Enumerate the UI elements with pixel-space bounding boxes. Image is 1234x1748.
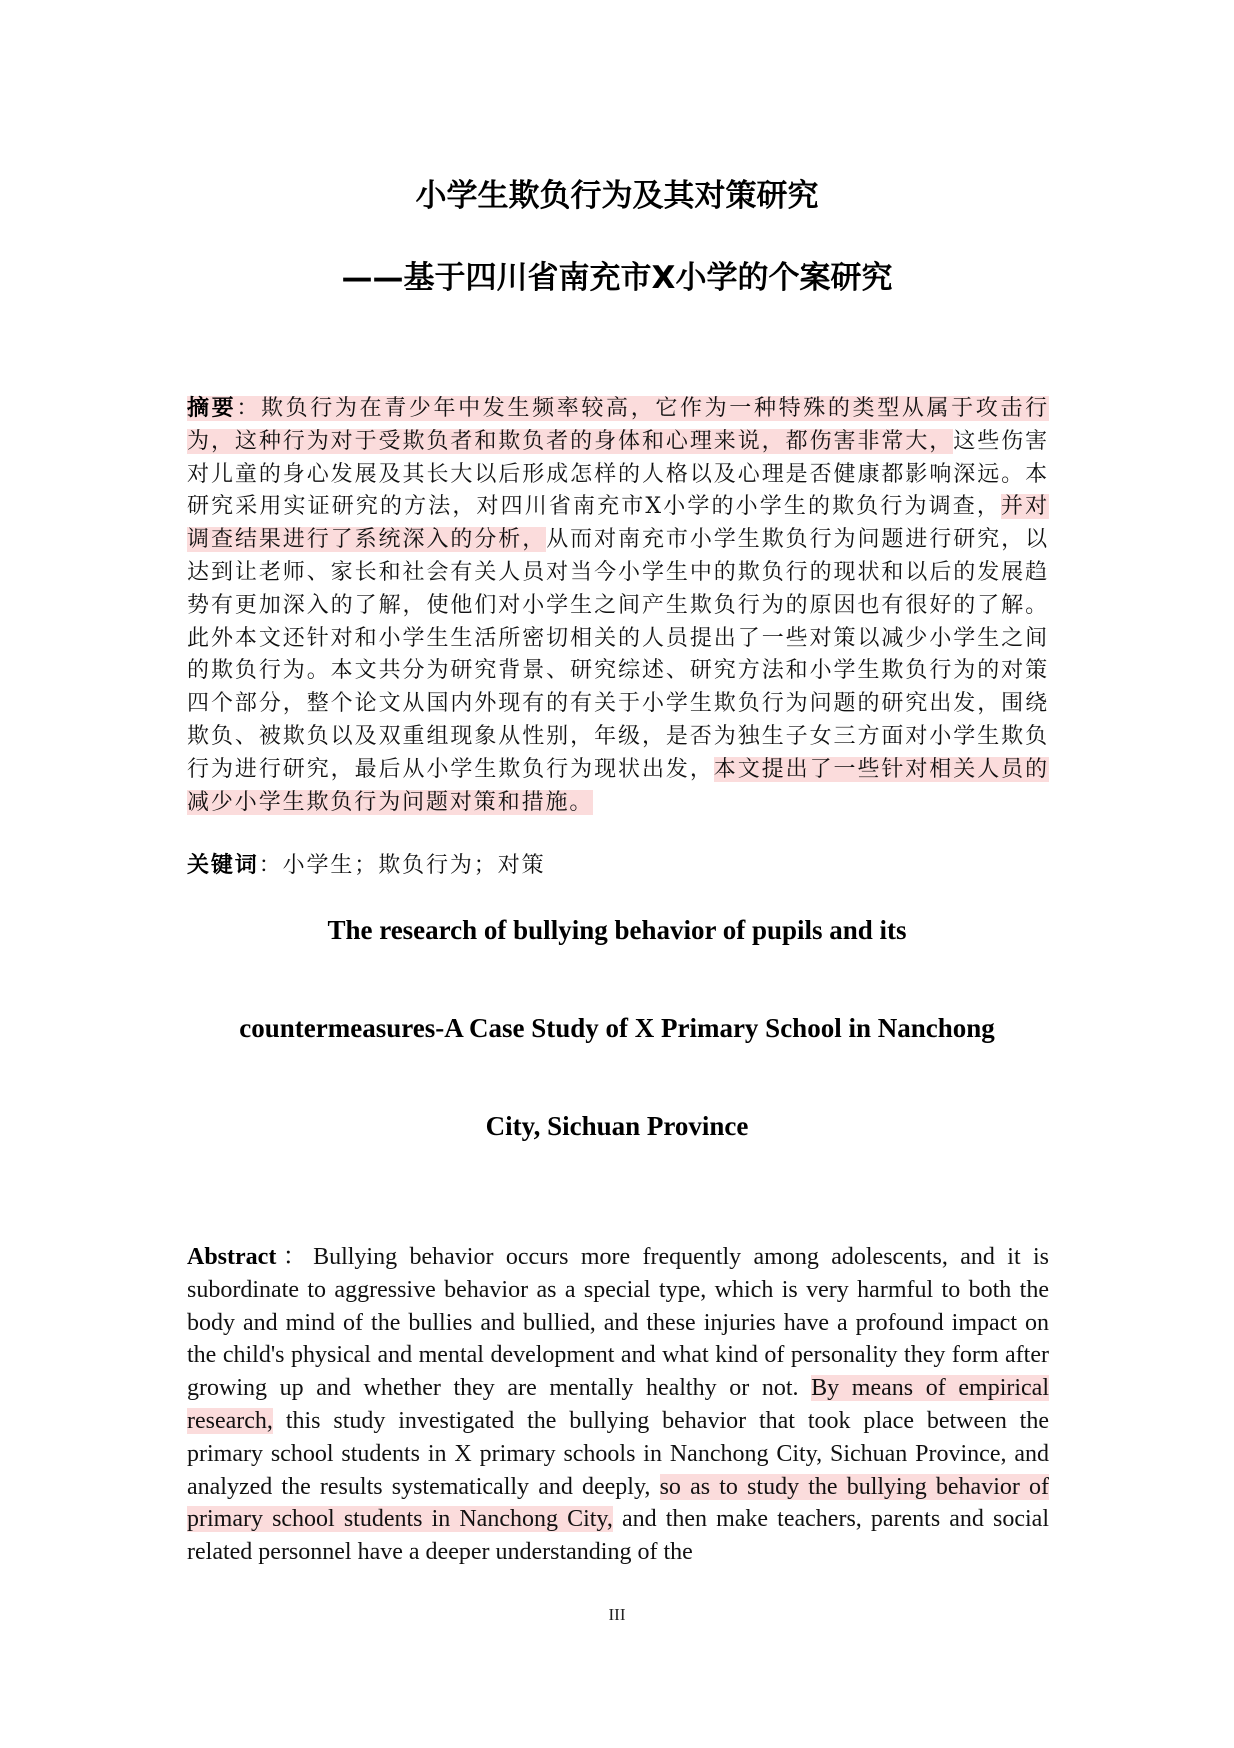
chinese-title: 小学生欺负行为及其对策研究 xyxy=(415,178,819,214)
english-abstract-highlight-1: By means of empirical research, xyxy=(187,1375,1050,1434)
english-abstract xyxy=(187,1241,1049,1569)
chinese-keywords-text: 小学生；欺负行为；对策 xyxy=(282,853,546,878)
english-abstract-sentence-1: Bullying behavior occurs more frequently among adolescents, and it is subordinate to aggressive behavior as a special type, which is very harmful to both the body and mind of the bullies and bullied, and these injuries have a profound impact on the child's physical and mental development and what kind of personality they form after growing up and whether they are mentally healthy or not. xyxy=(187,1244,1049,1402)
chinese-abstract-sentence-4: 从而对南充市小学生欺负行为问题进行研究，以达到让老师、家长和社会有关人员对当今小学生中的欺负行的现状和以后的发展趋势有更加深入的了解，使他们对小学生之间产生欺负行为的原因也有很好的了解。此外本文还针对和小学生生活所密切相关的人员提出了一些对策以减少小学生之间的欺负行为。本文共分为研究背景、研究综述、研究方法和小学生欺负行为的对策四个部分，整个论文从国内外现有的有关于小学生欺负行为问题的研究出发，围绕欺负、被欺负以及双重组现象从性别，年级，是否为独生子女三方面对小学生欺负行为进行研究，最后从小学生欺负行为现状出发， xyxy=(187,527,1049,782)
chinese-abstract-sentence-1: 欺负行为在青少年中发生频率较高，它作为一种特殊的类型从属于攻击行为，这种行为对于受欺负者和欺负者的身体和心理来说，都伤害非常大， xyxy=(187,396,1049,454)
chinese-subtitle: ——基于四川省南充市X小学的个案研究 xyxy=(341,260,893,296)
page-number: III xyxy=(608,1605,626,1624)
english-abstract-highlight-2: so as to study the bullying behavior of primary school students in Nanchong City, xyxy=(187,1473,1050,1533)
english-title-line-1: The research of bullying behavior of pupils and its xyxy=(327,915,907,945)
english-title-line-3: City, Sichuan Province xyxy=(485,1111,749,1141)
chinese-abstract-highlight-2: 并对调查结果进行了系统深入的分析， xyxy=(187,494,1049,553)
chinese-keywords-label: 关键词 xyxy=(187,853,259,878)
chinese-abstract-sentence-2: 这些伤害对儿童的身心发展及其长大以后形成怎样的人格以及心理是否健康都影响深远。本研究采用实证研究的方法，对四川省南充市X小学的小学生的欺负行为调查， xyxy=(187,428,1049,520)
chinese-abstract-highlight-3: 本文提出了一些针对相关人员的减少小学生欺负行为问题对策和措施。 xyxy=(187,756,1049,815)
chinese-abstract xyxy=(187,393,1049,819)
english-abstract-sentence-3: this study investigated the bullying behavior that took place between the primary school students in X primary schools in Nanchong City, Sichuan Province, and analyzed the results systematically and deeply, xyxy=(187,1407,1050,1500)
chinese-abstract-highlight-1 xyxy=(187,396,1049,454)
english-title-line-2: countermeasures-A Case Study of X Primary School in Nanchong xyxy=(239,1013,995,1043)
chinese-abstract-colon: ： xyxy=(236,396,261,421)
english-abstract-colon: ： xyxy=(276,1244,314,1270)
chinese-abstract-label: 摘要 xyxy=(187,396,237,421)
chinese-keywords xyxy=(187,850,546,882)
english-abstract-label: Abstract xyxy=(187,1244,277,1270)
chinese-keywords-colon: ： xyxy=(258,853,283,878)
english-abstract-sentence-5: and then make teachers, parents and social related personnel have a deeper understanding of the xyxy=(187,1506,1050,1566)
